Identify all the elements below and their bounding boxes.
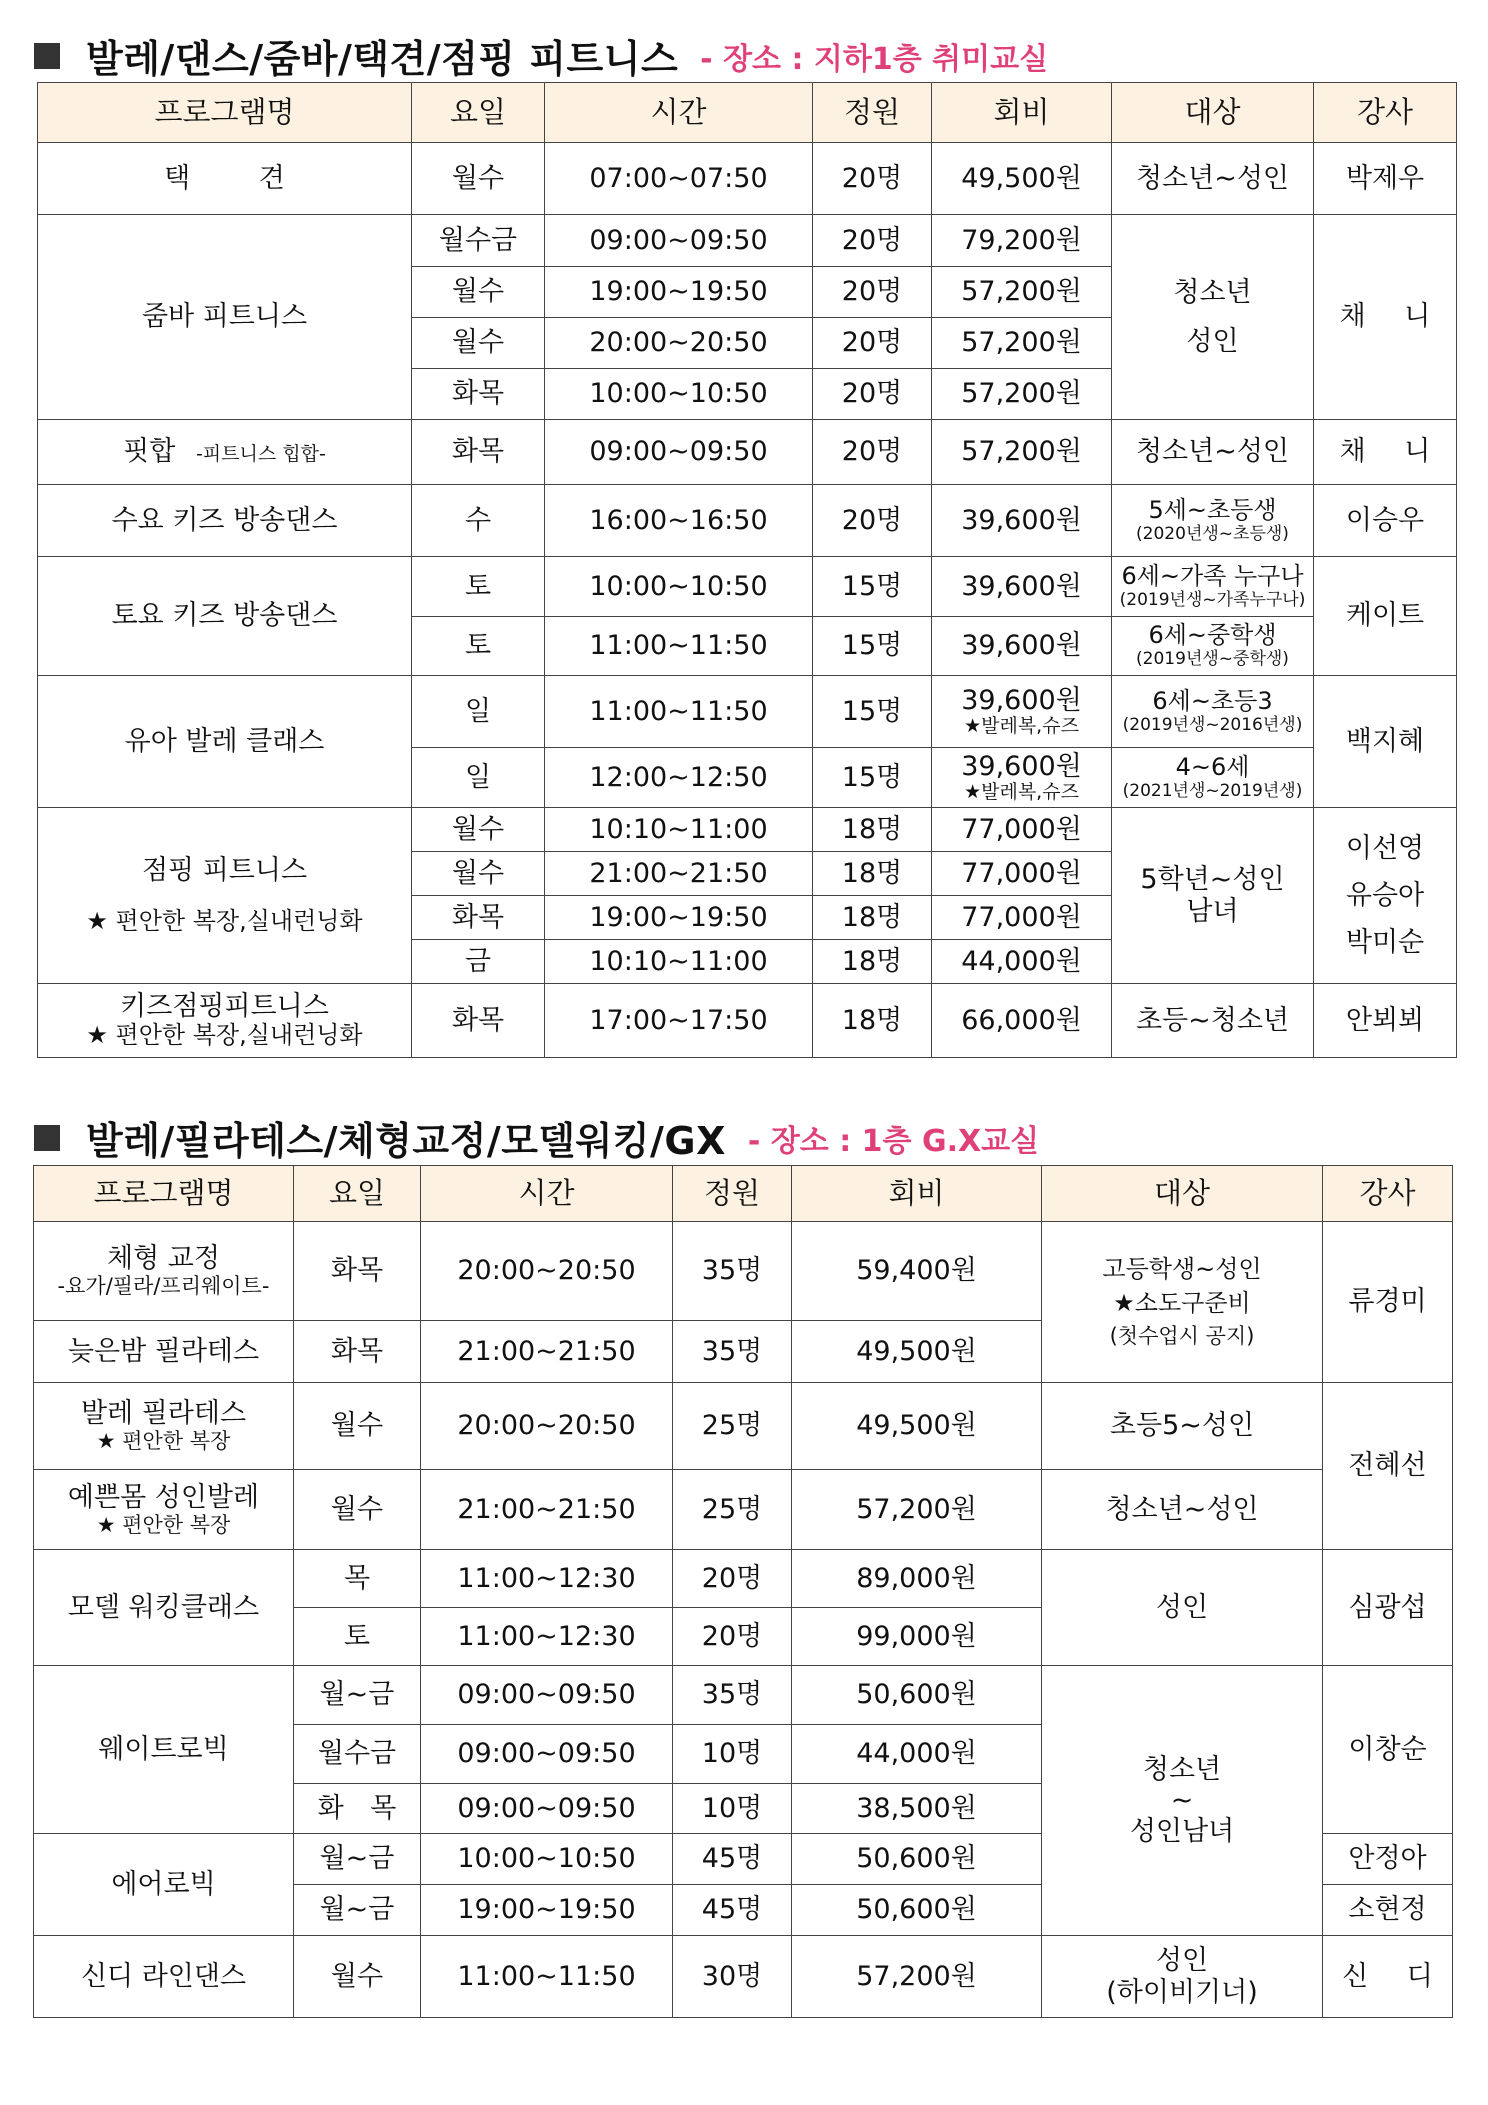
program-note: ★ 편안한 복장,실내런닝화 <box>86 907 363 936</box>
fee-amount: 39,600원 <box>961 685 1082 717</box>
target-line: ~ <box>1170 1784 1194 1816</box>
capacity-cell: 18명 <box>813 984 932 1058</box>
teacher-cell: 전혜선 <box>1323 1383 1453 1550</box>
day-cell: 월수 <box>412 852 545 896</box>
time-cell: 11:00~11:50 <box>545 617 813 676</box>
capacity-cell: 15명 <box>813 748 932 808</box>
target-line: 고등학생~성인 <box>1102 1255 1262 1284</box>
capacity-cell: 18명 <box>813 808 932 852</box>
time-cell: 11:00~11:50 <box>545 676 813 748</box>
program-title: 키즈점핑피트니스 <box>120 991 329 1023</box>
time-cell: 10:10~11:00 <box>545 940 813 984</box>
target-line: (첫수업시 공지) <box>1109 1323 1255 1348</box>
capacity-cell: 20명 <box>673 1608 792 1666</box>
fee-cell: 77,000원 <box>932 896 1112 940</box>
program-name: 택 견 <box>38 143 412 215</box>
fee-cell: 44,000원 <box>792 1725 1042 1784</box>
table-row <box>38 676 1457 748</box>
target-cell <box>1112 485 1314 557</box>
teacher-cell: 케이트 <box>1314 557 1457 676</box>
program-name <box>38 808 412 984</box>
teacher-name: 이선영 <box>1345 832 1425 864</box>
teacher-cell <box>1314 808 1457 984</box>
target-cell: 초등5~성인 <box>1042 1383 1323 1470</box>
capacity-cell: 18명 <box>813 940 932 984</box>
capacity-cell: 45명 <box>673 1834 792 1885</box>
target-cell <box>1112 617 1314 676</box>
target-cell: 청소년~성인 <box>1112 420 1314 485</box>
table-row <box>38 557 1457 617</box>
target-main: 4~6세 <box>1175 752 1250 781</box>
header-target: 대상 <box>1112 83 1314 143</box>
target-line: 5학년~성인 <box>1140 864 1285 896</box>
time-cell: 20:00~20:50 <box>545 318 813 369</box>
fee-cell: 49,500원 <box>932 143 1112 215</box>
time-cell: 09:00~09:50 <box>545 420 813 485</box>
day-cell: 월수 <box>412 808 545 852</box>
time-cell: 20:00~20:50 <box>421 1383 673 1470</box>
day-cell: 월수 <box>294 1936 421 2018</box>
day-cell: 수 <box>412 485 545 557</box>
target-line: (하이비기너) <box>1106 1976 1258 2008</box>
capacity-cell: 10명 <box>673 1725 792 1784</box>
target-line: ★소도구준비 <box>1113 1288 1251 1317</box>
fee-cell: 39,600원 <box>932 557 1112 617</box>
fee-cell: 39,600원 <box>932 485 1112 557</box>
header-day: 요일 <box>412 83 545 143</box>
table-row <box>34 1470 1453 1550</box>
teacher-cell: 백지혜 <box>1314 676 1457 808</box>
day-cell: 월~금 <box>294 1885 421 1936</box>
target-line: 성인 <box>1155 1945 1209 1977</box>
square-bullet-icon <box>34 43 60 69</box>
day-cell: 월수 <box>294 1383 421 1470</box>
capacity-cell: 15명 <box>813 557 932 617</box>
day-cell: 일 <box>412 676 545 748</box>
day-cell: 월수금 <box>412 215 545 267</box>
day-cell: 화목 <box>412 420 545 485</box>
table-row <box>38 984 1457 1058</box>
header-capacity: 정원 <box>813 83 932 143</box>
time-cell: 12:00~12:50 <box>545 748 813 808</box>
teacher-cell: 심광섭 <box>1323 1550 1453 1666</box>
program-title: 예쁜몸 성인발레 <box>67 1481 260 1513</box>
fee-cell: 50,600원 <box>792 1885 1042 1936</box>
day-cell: 토 <box>412 617 545 676</box>
fee-cell: 66,000원 <box>932 984 1112 1058</box>
program-title: 점핑 피트니스 <box>141 855 308 887</box>
program-name: 줌바 피트니스 <box>38 215 412 420</box>
time-cell: 19:00~19:50 <box>545 267 813 318</box>
fee-note: ★발레복,슈즈 <box>964 781 1079 804</box>
target-main: 6세~초등3 <box>1152 686 1273 715</box>
target-cell: 초등~청소년 <box>1112 984 1314 1058</box>
header-fee: 회비 <box>792 1166 1042 1222</box>
header-time: 시간 <box>545 83 813 143</box>
capacity-cell: 20명 <box>813 267 932 318</box>
teacher-cell: 채 니 <box>1314 420 1457 485</box>
target-cell: 성인 <box>1042 1550 1323 1666</box>
time-cell: 17:00~17:50 <box>545 984 813 1058</box>
teacher-cell: 채 니 <box>1314 215 1457 420</box>
target-main: 6세~중학생 <box>1148 621 1277 650</box>
program-name <box>34 1383 294 1470</box>
day-cell: 토 <box>412 557 545 617</box>
fee-cell: 50,600원 <box>792 1666 1042 1725</box>
section1-heading <box>34 28 1048 83</box>
teacher-name: 유승아 <box>1345 879 1425 911</box>
fee-cell: 57,200원 <box>932 420 1112 485</box>
program-name: 유아 발레 클래스 <box>38 676 412 808</box>
program-name <box>34 1222 294 1321</box>
program-name <box>38 420 412 485</box>
time-cell: 07:00~07:50 <box>545 143 813 215</box>
fee-cell: 50,600원 <box>792 1834 1042 1885</box>
program-subtitle: -피트니스 힙합- <box>195 443 326 466</box>
header-teacher: 강사 <box>1314 83 1457 143</box>
capacity-cell: 15명 <box>813 617 932 676</box>
time-cell: 10:00~10:50 <box>421 1834 673 1885</box>
target-cell <box>1112 215 1314 420</box>
program-note: ★ 편안한 복장 <box>96 1512 231 1537</box>
capacity-cell: 20명 <box>813 143 932 215</box>
time-cell: 21:00~21:50 <box>421 1470 673 1550</box>
section2-location: - 장소 : 1층 G.X교실 <box>747 1123 1040 1159</box>
day-cell: 월수금 <box>294 1725 421 1784</box>
fee-cell: 39,600원 <box>932 617 1112 676</box>
target-cell <box>1112 676 1314 748</box>
capacity-cell: 35명 <box>673 1666 792 1725</box>
section2-heading <box>34 1110 1039 1165</box>
target-line: 성인남녀 <box>1129 1816 1235 1848</box>
fee-cell: 44,000원 <box>932 940 1112 984</box>
target-cell <box>1112 808 1314 984</box>
table-row <box>34 1936 1453 2018</box>
table-row <box>38 215 1457 267</box>
target-cell <box>1112 557 1314 617</box>
program-name: 모델 워킹클래스 <box>34 1550 294 1666</box>
fee-cell: 38,500원 <box>792 1784 1042 1834</box>
time-cell: 09:00~09:50 <box>545 215 813 267</box>
fee-cell: 77,000원 <box>932 808 1112 852</box>
header-teacher: 강사 <box>1323 1166 1453 1222</box>
capacity-cell: 25명 <box>673 1470 792 1550</box>
program-name: 늦은밤 필라테스 <box>34 1321 294 1383</box>
fee-cell: 89,000원 <box>792 1550 1042 1608</box>
day-cell: 화 목 <box>294 1784 421 1834</box>
fee-cell: 57,200원 <box>932 369 1112 420</box>
time-cell: 10:10~11:00 <box>545 808 813 852</box>
capacity-cell: 35명 <box>673 1222 792 1321</box>
fee-cell: 57,200원 <box>792 1936 1042 2018</box>
time-cell: 09:00~09:50 <box>421 1666 673 1725</box>
capacity-cell: 20명 <box>813 215 932 267</box>
table-row <box>34 1550 1453 1608</box>
time-cell: 10:00~10:50 <box>545 557 813 617</box>
program-title: 체형 교정 <box>107 1243 220 1275</box>
program-note: ★ 편안한 복장 <box>96 1429 231 1454</box>
fee-cell: 99,000원 <box>792 1608 1042 1666</box>
target-cell <box>1112 748 1314 808</box>
header-day: 요일 <box>294 1166 421 1222</box>
capacity-cell: 18명 <box>813 852 932 896</box>
target-main: 5세~초등생 <box>1148 495 1277 524</box>
day-cell: 토 <box>294 1608 421 1666</box>
day-cell: 일 <box>412 748 545 808</box>
header-capacity: 정원 <box>673 1166 792 1222</box>
table-row <box>38 143 1457 215</box>
teacher-cell: 안뵈뵈 <box>1314 984 1457 1058</box>
program-name <box>34 1470 294 1550</box>
time-cell: 19:00~19:50 <box>421 1885 673 1936</box>
fee-cell: 57,200원 <box>932 318 1112 369</box>
table-row <box>38 808 1457 852</box>
target-sub: (2019년생~2016년생) <box>1122 714 1303 735</box>
time-cell: 20:00~20:50 <box>421 1222 673 1321</box>
target-line: 청소년 <box>1173 276 1252 308</box>
target-line: 청소년 <box>1142 1753 1222 1785</box>
header-program: 프로그램명 <box>34 1166 294 1222</box>
time-cell: 16:00~16:50 <box>545 485 813 557</box>
fee-cell: 57,200원 <box>792 1470 1042 1550</box>
time-cell: 11:00~12:30 <box>421 1550 673 1608</box>
section1-schedule-table <box>37 82 1457 1058</box>
fee-cell: 59,400원 <box>792 1222 1042 1321</box>
program-name: 웨이트로빅 <box>34 1666 294 1834</box>
table-row <box>34 1222 1453 1321</box>
teacher-cell: 박제우 <box>1314 143 1457 215</box>
capacity-cell: 25명 <box>673 1383 792 1470</box>
teacher-cell: 이승우 <box>1314 485 1457 557</box>
fee-cell: 57,200원 <box>932 267 1112 318</box>
target-sub: (2020년생~초등생) <box>1136 523 1289 544</box>
capacity-cell: 20명 <box>813 420 932 485</box>
fee-note: ★발레복,슈즈 <box>964 715 1079 738</box>
capacity-cell: 20명 <box>813 369 932 420</box>
day-cell: 화목 <box>412 369 545 420</box>
fee-cell: 49,500원 <box>792 1321 1042 1383</box>
section2-schedule-table <box>33 1165 1453 2018</box>
section1-title: 발레/댄스/줌바/택견/점핑 피트니스 <box>86 37 679 81</box>
time-cell: 19:00~19:50 <box>545 896 813 940</box>
target-sub: (2021년생~2019년생) <box>1122 780 1303 801</box>
program-name: 에어로빅 <box>34 1834 294 1936</box>
time-cell: 09:00~09:50 <box>421 1725 673 1784</box>
day-cell: 화목 <box>412 896 545 940</box>
table-row <box>38 420 1457 485</box>
capacity-cell: 10명 <box>673 1784 792 1834</box>
day-cell: 월~금 <box>294 1666 421 1725</box>
square-bullet-icon <box>34 1125 60 1151</box>
capacity-cell: 15명 <box>813 676 932 748</box>
teacher-cell: 이창순 <box>1323 1666 1453 1834</box>
time-cell: 09:00~09:50 <box>421 1784 673 1834</box>
program-name: 수요 키즈 방송댄스 <box>38 485 412 557</box>
program-note: ★ 편안한 복장,실내런닝화 <box>86 1021 363 1050</box>
teacher-cell: 소현정 <box>1323 1885 1453 1936</box>
teacher-cell: 류경미 <box>1323 1222 1453 1383</box>
target-cell <box>1042 1222 1323 1383</box>
target-cell <box>1042 1666 1323 1936</box>
header-time: 시간 <box>421 1166 673 1222</box>
fee-amount: 39,600원 <box>961 751 1082 783</box>
header-target: 대상 <box>1042 1166 1323 1222</box>
time-cell: 21:00~21:50 <box>545 852 813 896</box>
capacity-cell: 45명 <box>673 1885 792 1936</box>
table-header-row <box>38 83 1457 143</box>
fee-cell: 49,500원 <box>792 1383 1042 1470</box>
program-name: 토요 키즈 방송댄스 <box>38 557 412 676</box>
target-line: 성인 <box>1186 326 1239 357</box>
day-cell: 화목 <box>294 1321 421 1383</box>
day-cell: 월수 <box>412 143 545 215</box>
fee-cell <box>932 676 1112 748</box>
program-name <box>38 984 412 1058</box>
teacher-cell: 안정아 <box>1323 1834 1453 1885</box>
target-cell: 청소년~성인 <box>1042 1470 1323 1550</box>
table-row <box>34 1383 1453 1470</box>
time-cell: 11:00~11:50 <box>421 1936 673 2018</box>
program-title: 발레 필라테스 <box>80 1398 247 1430</box>
day-cell: 화목 <box>294 1222 421 1321</box>
fee-cell: 79,200원 <box>932 215 1112 267</box>
day-cell: 금 <box>412 940 545 984</box>
target-cell <box>1042 1936 1323 2018</box>
table-header-row <box>34 1166 1453 1222</box>
target-line: 남녀 <box>1186 895 1239 927</box>
time-cell: 11:00~12:30 <box>421 1608 673 1666</box>
day-cell: 월수 <box>294 1470 421 1550</box>
day-cell: 화목 <box>412 984 545 1058</box>
capacity-cell: 20명 <box>813 485 932 557</box>
program-subtitle: -요가/필라/프리웨이트- <box>57 1274 270 1299</box>
capacity-cell: 20명 <box>673 1550 792 1608</box>
capacity-cell: 30명 <box>673 1936 792 2018</box>
header-program: 프로그램명 <box>38 83 412 143</box>
time-cell: 21:00~21:50 <box>421 1321 673 1383</box>
capacity-cell: 20명 <box>813 318 932 369</box>
teacher-cell: 신 디 <box>1323 1936 1453 2018</box>
fee-cell: 77,000원 <box>932 852 1112 896</box>
day-cell: 목 <box>294 1550 421 1608</box>
table-row <box>38 485 1457 557</box>
table-row <box>34 1666 1453 1725</box>
target-main: 6세~가족 누구나 <box>1121 561 1304 590</box>
target-sub: (2019년생~중학생) <box>1136 649 1289 670</box>
target-cell: 청소년~성인 <box>1112 143 1314 215</box>
header-fee: 회비 <box>932 83 1112 143</box>
day-cell: 월수 <box>412 318 545 369</box>
time-cell: 10:00~10:50 <box>545 369 813 420</box>
capacity-cell: 18명 <box>813 896 932 940</box>
teacher-name: 박미순 <box>1345 927 1425 959</box>
program-title: 핏합 <box>123 436 176 468</box>
section2-title: 발레/필라테스/체형교정/모델워킹/GX <box>86 1119 726 1163</box>
fee-cell <box>932 748 1112 808</box>
target-sub: (2019년생~가족누구나) <box>1119 589 1306 610</box>
capacity-cell: 35명 <box>673 1321 792 1383</box>
section1-location: - 장소 : 지하1층 취미교실 <box>700 41 1049 77</box>
program-name: 신디 라인댄스 <box>34 1936 294 2018</box>
day-cell: 월수 <box>412 267 545 318</box>
day-cell: 월~금 <box>294 1834 421 1885</box>
